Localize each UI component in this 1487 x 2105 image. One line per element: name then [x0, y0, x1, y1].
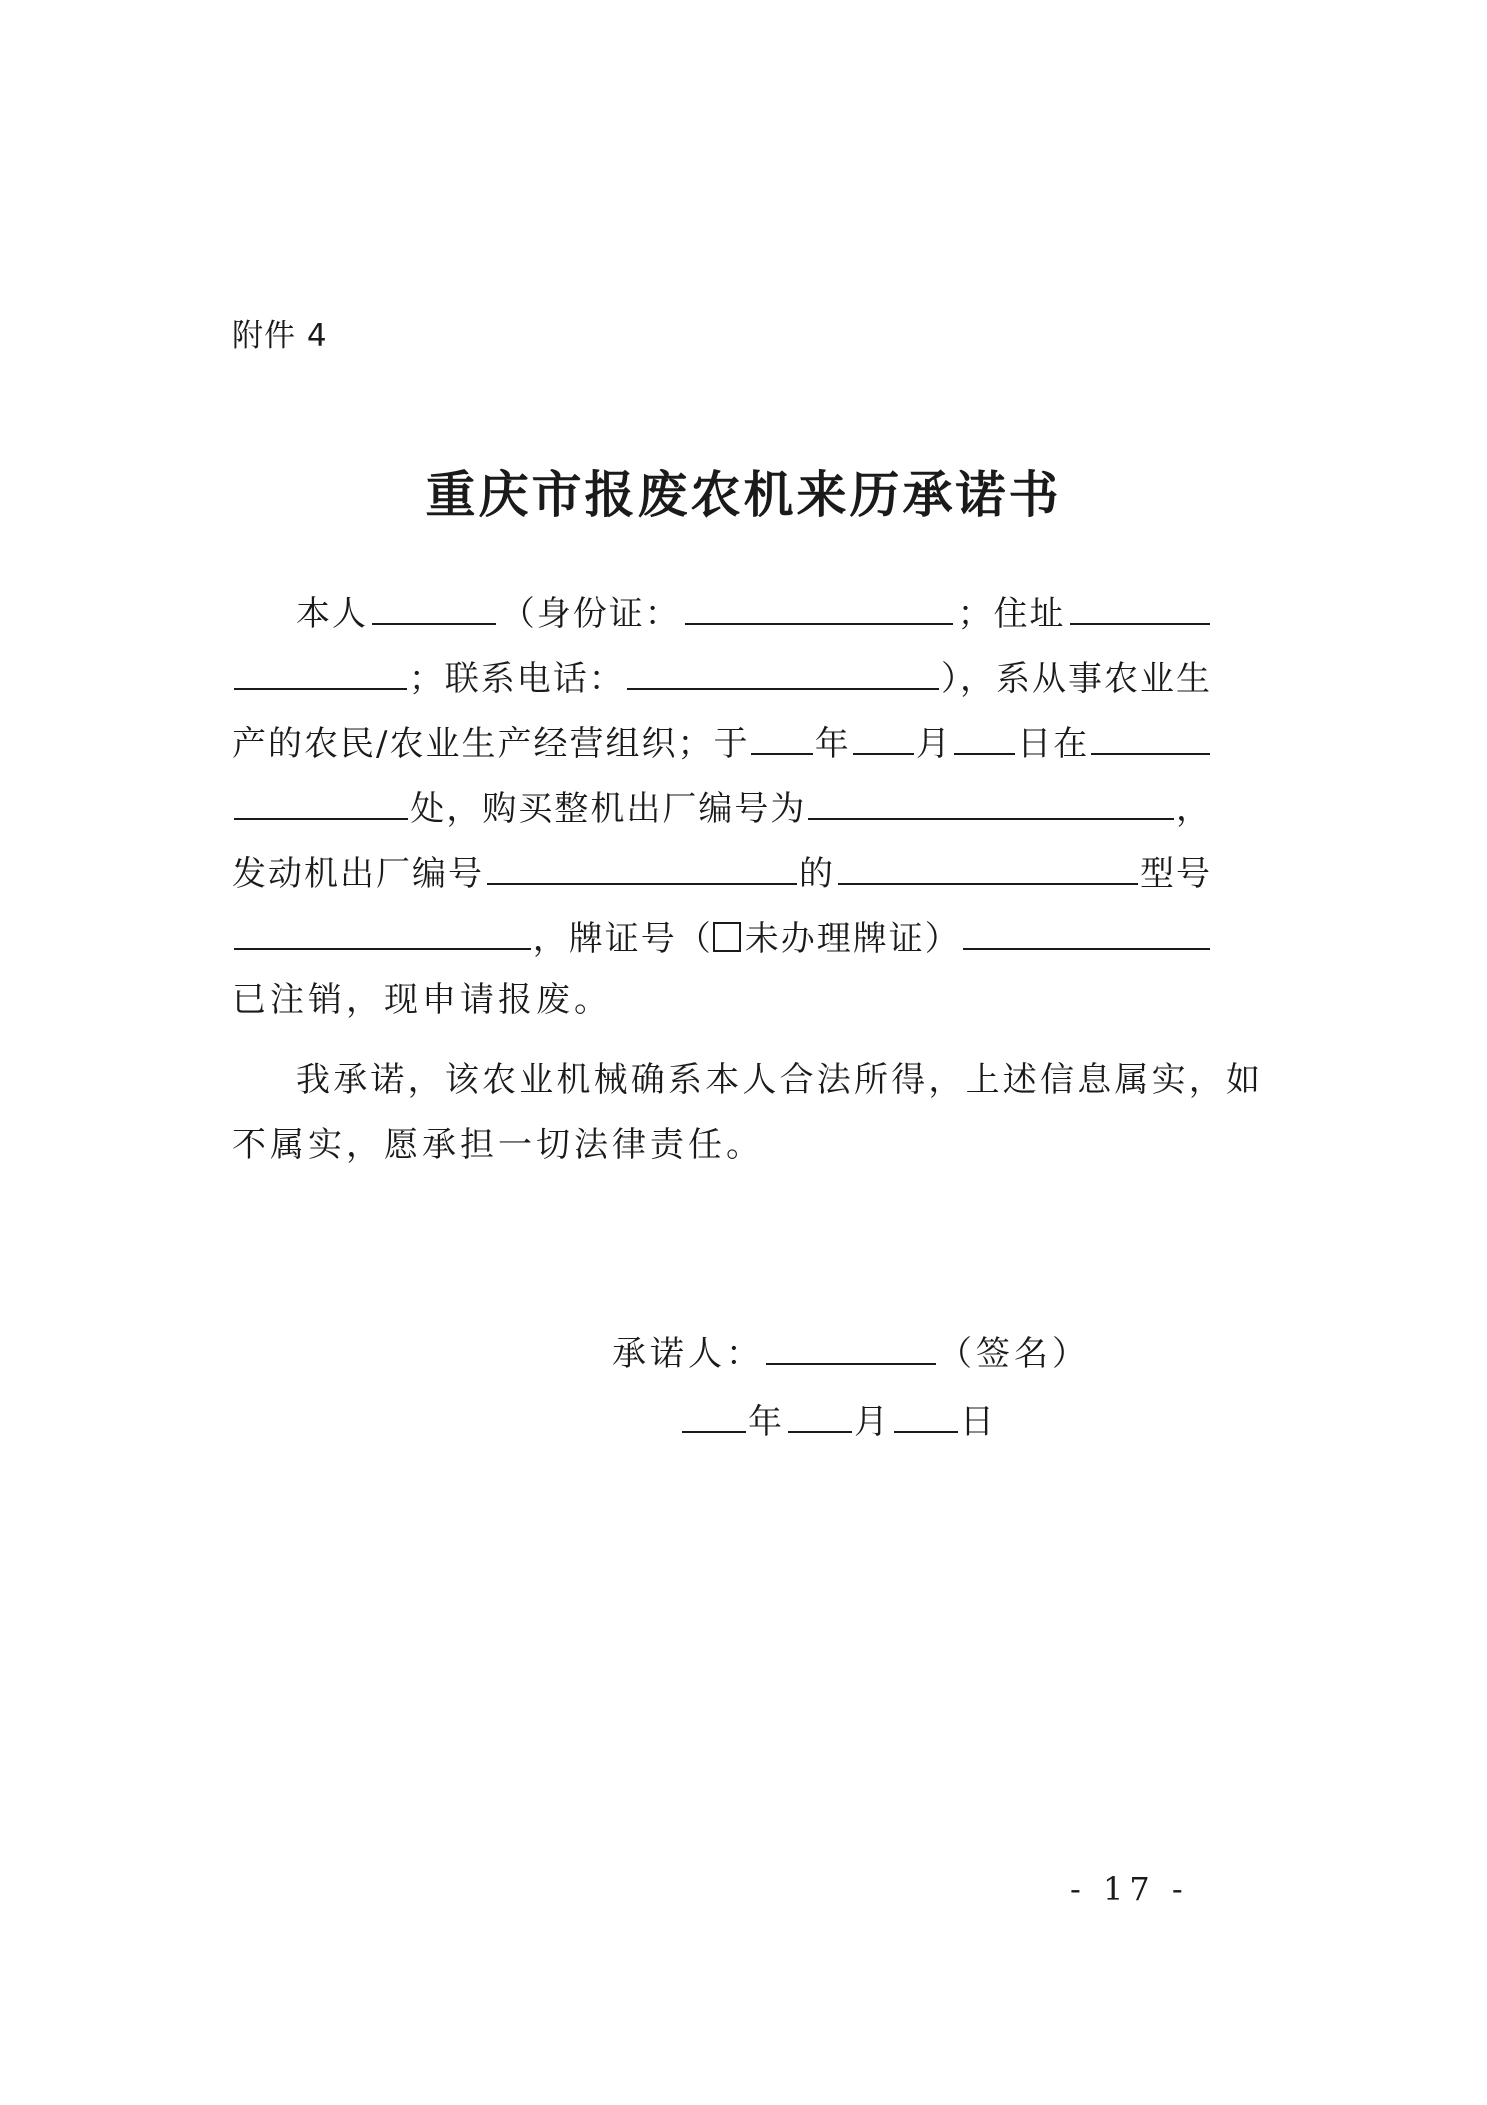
model-name-blank[interactable]: [234, 910, 531, 950]
commitment-line-1: [232, 1055, 1264, 1105]
text-day-at: 日在: [1017, 724, 1090, 764]
sign-hint: （签名）: [938, 1334, 1090, 1374]
text-engaged-in: ），系从事农业生: [941, 659, 1212, 699]
purchase-month-blank[interactable]: [853, 715, 914, 755]
signer-label: 承诺人：: [612, 1334, 764, 1374]
machine-model-blank[interactable]: [838, 845, 1138, 885]
page-number: - 17 -: [1070, 1870, 1189, 1908]
body-line-2: [232, 650, 1212, 700]
sign-month-blank[interactable]: [788, 1393, 852, 1433]
purchase-place-blank-1[interactable]: [1091, 715, 1210, 755]
body-line-3: [232, 715, 1212, 765]
signature-line: [612, 1325, 1090, 1379]
signature-blank[interactable]: [766, 1325, 936, 1365]
body-line-1: [232, 585, 1212, 635]
machine-serial-blank[interactable]: [808, 780, 1174, 820]
body-line-7: 已注销，现申请报废。: [232, 980, 612, 1020]
address-blank-1[interactable]: [1070, 585, 1210, 625]
body-line-5: [232, 845, 1212, 895]
sign-day-label: 日: [960, 1402, 998, 1442]
engine-serial-blank[interactable]: [487, 845, 797, 885]
sign-month-label: 月: [854, 1402, 892, 1442]
name-blank[interactable]: [372, 585, 496, 625]
body-line-6: [232, 910, 1212, 960]
text-purchase-serial: 处，购买整机出厂编号为: [410, 789, 807, 829]
address-blank-2[interactable]: [234, 650, 407, 690]
text-no-plate: 未办理牌证）: [744, 919, 961, 959]
phone-blank[interactable]: [627, 650, 939, 690]
id-number-blank[interactable]: [685, 585, 953, 625]
text-ben-ren: 本人: [296, 594, 368, 634]
document-title: 重庆市报废农机来历承诺书: [425, 466, 1062, 524]
text-model: 型号: [1140, 854, 1212, 894]
commitment-line-2: 不属实，愿承担一切法律责任。: [232, 1125, 764, 1165]
purchase-place-blank-2[interactable]: [234, 780, 408, 820]
commitment-text-1: 我承诺，该农业机械确系本人合法所得，上述信息属实，如: [296, 1060, 1264, 1100]
text-id-card: （身份证：: [500, 594, 681, 634]
text-year: 年: [814, 724, 851, 764]
text-address: ；住址: [957, 594, 1066, 634]
no-plate-checkbox[interactable]: [713, 922, 741, 952]
text-phone: ；联系电话：: [408, 659, 625, 699]
signature-date: [680, 1393, 998, 1447]
purchase-year-blank[interactable]: [751, 715, 812, 755]
text-of: 的: [799, 854, 835, 894]
body-line-4: [232, 780, 1212, 830]
text-month: 月: [916, 724, 952, 764]
sign-day-blank[interactable]: [894, 1393, 958, 1433]
annex-label: 附件 4: [232, 318, 328, 354]
text-farmer: 产的农民/农业生产经营组织；于: [232, 724, 750, 764]
sign-year-label: 年: [748, 1402, 786, 1442]
text-engine-serial: 发动机出厂编号: [232, 854, 484, 894]
sign-year-blank[interactable]: [682, 1393, 746, 1433]
text-plate-number: ，牌证号（: [532, 919, 713, 959]
purchase-day-blank[interactable]: [954, 715, 1015, 755]
text-comma: ，: [1176, 789, 1212, 829]
plate-number-blank[interactable]: [963, 910, 1210, 950]
